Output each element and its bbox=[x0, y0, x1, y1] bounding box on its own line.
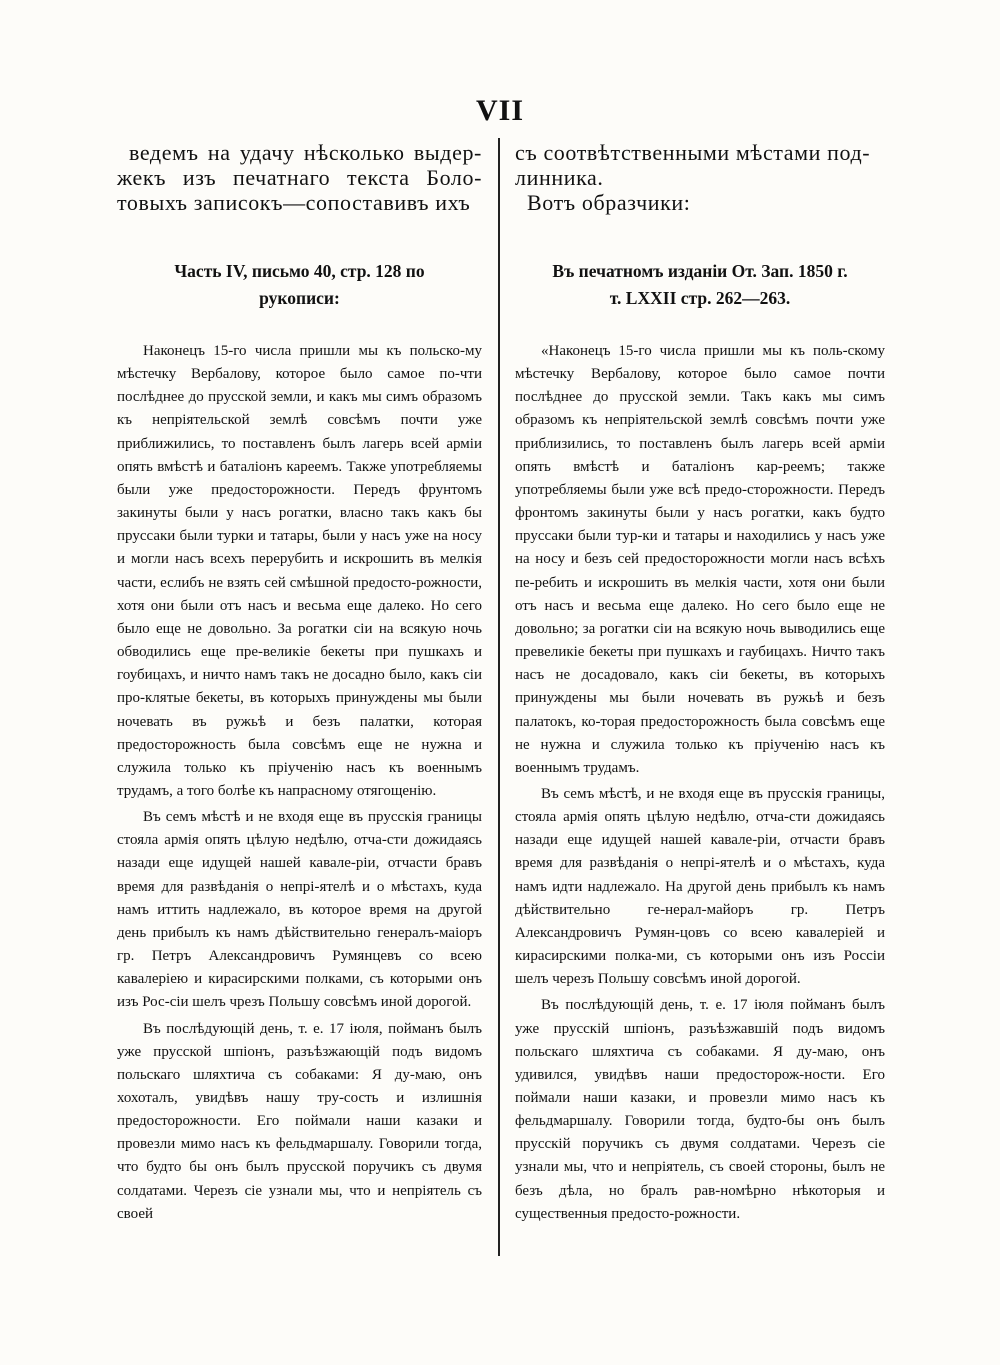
right-heading-line2: т. LXXII стр. 262—263. bbox=[609, 288, 791, 308]
right-column bbox=[515, 140, 885, 1226]
right-paragraph-3: Въ послѣдующій день, т. е. 17 іюля пойманъ былъ уже прусскій шпіонъ, разъѣзжавшій подъ видомъ польскаго шляхтича съ собаками. Я ду-маю, онъ удивился, увидѣвъ наши предосторож-ности. Его поймали наши казаки, и провезли мимо насъ къ фельдмаршалу. Говорили тогда, будто-бы онъ былъ прусскій поручикъ съ двумя солдатами. Черезъ сіе узнали мы, что и непріятель, съ своей стороны, былъ не безъ дѣла, но бралъ рав-номѣрно нѣкоторыя и существенныя предосто-рожности. bbox=[515, 997, 885, 1222]
left-column bbox=[117, 140, 482, 1226]
left-paragraph-2: Въ семъ мѣстѣ и не входя еще въ прусскія границы стояла армія опять цѣлую недѣлю, отча-сти дожидаясь назади еще идущей нашей кавале-ріи, отчасти бравъ время для развѣданія о непрі-ятелѣ и о мѣстахъ, куда намъ иттить надлежало, въ которое время на другой день прибылъ къ намъ дѣйствительно генералъ-маіоръ гр. Петръ Александровичъ Румянцевъ со всею кавалеріею и кирасирскими полками, съ которыми онъ изъ Рос-сіи шелъ чрезъ Польшу совсѣмъ иной дорогой. bbox=[117, 809, 482, 1011]
right-intro-1: съ соотвѣтственными мѣстами под-линника. bbox=[515, 140, 871, 190]
left-heading bbox=[117, 258, 482, 312]
left-paragraph-1: Наконецъ 15-го числа пришли мы къ польско-му мѣстечку Вербалову, которое было самое по-чти послѣднее до прусской земли, и какъ мы симъ образомъ къ непріятельской землѣ совсѣмъ почти уже приближились, то поставленъ былъ лагерь всей арміи опять вмѣстѣ и баталіонъ кареемъ. Также употребляемы были уже предосторожности. Передъ фрунтомъ закинуты были у насъ рогатки, власно такъ какъ бы пруссаки были турки и татары, были у насъ уже на носу и могли насъ всехъ перерубить и искрошить въ мелкія части, еслибъ не взять сей смѣшной предосто-рожности, хотя они были отъ насъ и весьма еще далеко. Но сего было еще не довольно. За рогатки сіи на всякую ночь обводились еще пре-великіе бекеты при пушкахъ и гоубицахъ, и ничто намъ такъ не досадно было, какъ сіи про-клятые бекеты, въ которыхъ принуждены мы были ночевать въ ружьѣ и безъ палатки, которая предосторожность была совсѣмъ еще не нужна и служила только къ пріученію насъ къ военнымъ трудамъ, а того болѣе къ напрасному отягощенію. bbox=[117, 343, 482, 799]
left-paragraph-3: Въ послѣдующій день, т. е. 17 іюля, пойманъ былъ уже прусской шпіонъ, разъѣзжающій подъ видомъ польскаго шляхтича съ собаками: Я ду-маю, онъ хохоталъ, увидѣвъ нашу тру-сость и излишнія предосторожности. Его поймали наши казаки и провезли мимо насъ къ фельдмаршалу. Говорили тогда, что будто бы онъ былъ прусской поручикъ съ двумя солдатами. Черезъ сіе узнали мы, что и непріятель съ своей bbox=[117, 1020, 482, 1222]
column-divider bbox=[498, 138, 500, 1256]
right-heading-line1: Въ печатномъ изданіи От. Зап. 1850 г. bbox=[552, 261, 848, 281]
left-heading-line1: Часть IV, письмо 40, стр. 128 по bbox=[174, 261, 425, 281]
left-intro: ведемъ на удачу нѣсколько выдер-жекъ изъ печатнаго текста Боло-товыхъ записокъ—сопоставивъ ихъ bbox=[117, 140, 482, 215]
page-number: VII bbox=[475, 94, 524, 127]
right-paragraph-2: Въ семъ мѣстѣ, и не входя еще въ прусскія границы, стояла армія опять цѣлую недѣлю, отча-сти дожидаясь назади еще идущей нашей кавале-ріи, отчасти бравъ время для развѣданія о непрі-ятелѣ и о мѣстахъ, куда намъ идти надлежало. На другой день прибылъ къ намъ дѣйствительно ге-нерал-майоръ гр. Петръ Александровичъ Румян-цовъ со всею кавалеріей и кирасирскими полка-ми, съ которыми онъ изъ Россіи шелъ черезъ Польшу совсѣмъ иной дорогой. bbox=[515, 785, 885, 988]
right-heading bbox=[515, 258, 885, 312]
right-paragraph-1: «Наконецъ 15-го числа пришли мы къ поль-скому мѣстечку Вербалову, которое было самое почти послѣднее до прусской земли. Такъ какъ мы симъ образомъ къ непріятельской землѣ совсѣмъ почти уже приблизились, то поставленъ былъ лагерь всей арміи опять вмѣстѣ и баталіонъ кар-реемъ; также употребляемы были уже всѣ предо-сторожности. Передъ фронтомъ закинуты были у насъ рогатки, какъ будто пруссаки были тур-ки и татары и находились у насъ уже на носу и безъ сей предосторожности могли насъ всѣхъ пе-ребить и искрошить въ мелкія части, хотя они были отъ насъ и весьма еще далеко. Но сего было еще не довольно; за рогатки сіи на всякую ночь выводились еще превеликіе бекеты при пушкахъ и гаубицахъ. Ничто такъ насъ не досадовало, какъ сіи бекеты, въ которыхъ принуждены мы были ночевать въ ружьѣ и безъ палатокъ, ко-торая предосторожность была совсѣмъ еще не нужна и служила только къ пріученію насъ къ военнымъ трудамъ. bbox=[515, 343, 885, 776]
left-heading-line2: рукописи: bbox=[259, 288, 340, 308]
right-intro-2: Вотъ образчики: bbox=[527, 190, 691, 215]
